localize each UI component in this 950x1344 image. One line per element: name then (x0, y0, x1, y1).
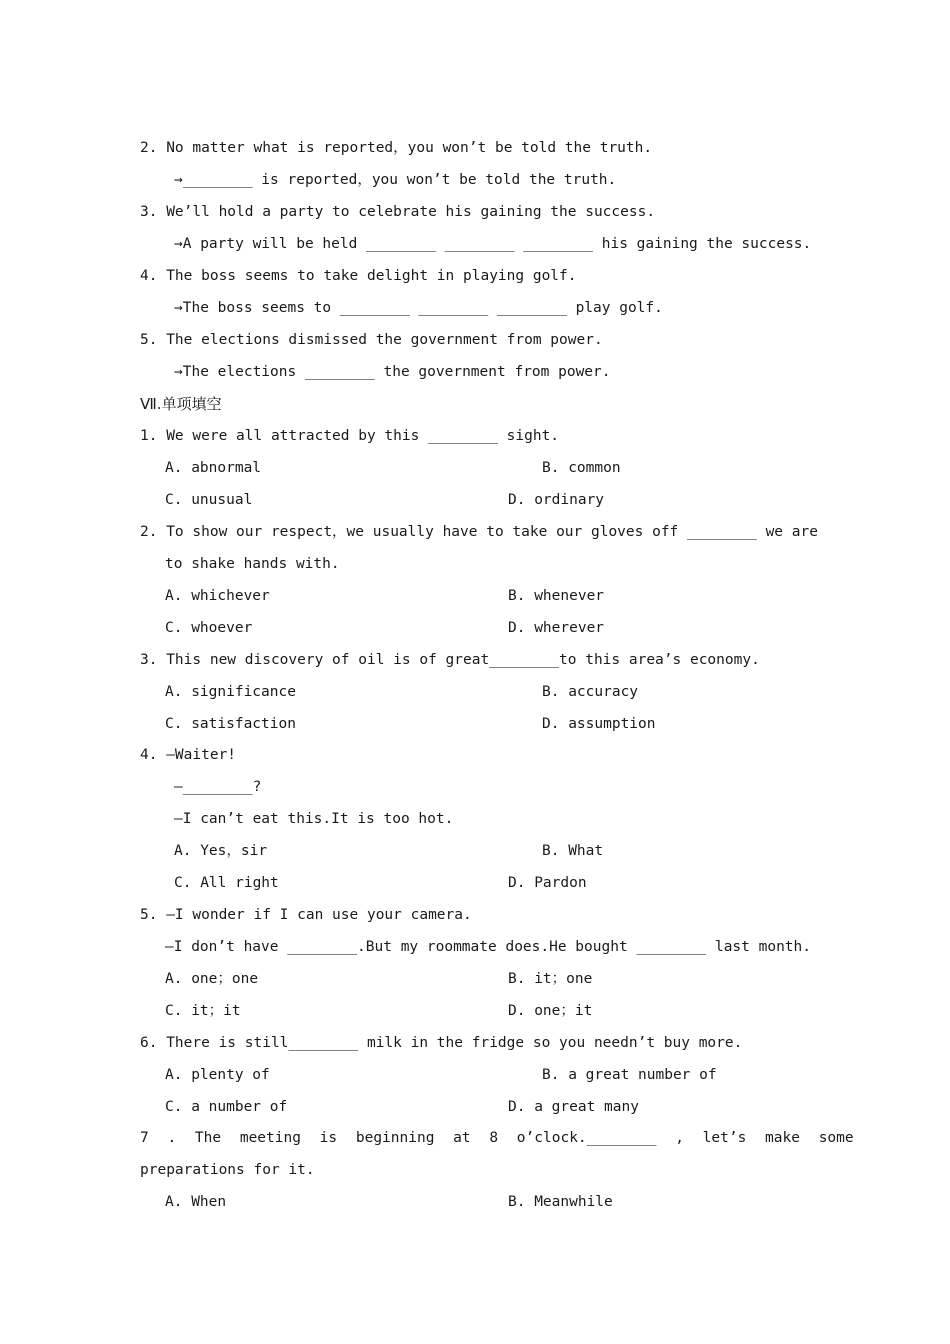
mc-q5-option-c: C. it；it (165, 1003, 241, 1019)
mc-q5-option-a: A. one；one (165, 971, 259, 987)
rewrite-q3-answer: →A party will be held ________ ________ ________ his gaining the success. (174, 236, 812, 252)
mc-q2-stem: 2. To show our respect，we usually have to take our gloves off ________ we are (140, 524, 818, 540)
section-heading: Ⅶ.单项填空 (140, 395, 222, 413)
mc-q5-stem: 5. —I wonder if I can use your camera. (140, 907, 472, 923)
rewrite-q3-stem: 3. We’ll hold a party to celebrate his gaining the success. (140, 204, 656, 220)
mc-q4-option-d: D. Pardon (508, 875, 587, 891)
mc-q4-dialog-3: —I can’t eat this.It is too hot. (174, 811, 454, 827)
rewrite-q5-stem: 5. The elections dismissed the government from power. (140, 332, 603, 348)
mc-q2-option-a: A. whichever (165, 588, 270, 604)
rewrite-q2-answer: →________ is reported，you won’t be told the truth. (174, 172, 617, 188)
mc-q7-stem-cont: preparations for it. (140, 1162, 315, 1178)
mc-q3-option-d: D. assumption (542, 716, 656, 732)
mc-q6-option-b: B. a great number of (542, 1067, 717, 1083)
mc-q6-option-c: C. a number of (165, 1099, 288, 1115)
mc-q1-stem: 1. We were all attracted by this ________ sight. (140, 428, 560, 444)
rewrite-q2-stem: 2. No matter what is reported，you won’t be told the truth. (140, 140, 653, 156)
mc-q4-option-c: C. All right (174, 875, 279, 891)
rewrite-q5-answer: →The elections ________ the government from power. (174, 364, 611, 380)
mc-q4-dialog-2: —________? (174, 779, 262, 795)
mc-q1-option-c: C. unusual (165, 492, 253, 508)
mc-q6-option-d: D. a great many (508, 1099, 639, 1115)
mc-q2-option-d: D. wherever (508, 620, 605, 636)
mc-q2-option-c: C. whoever (165, 620, 253, 636)
mc-q7-stem: 7 . The meeting is beginning at 8 o’clock.________ , let’s make some (140, 1130, 854, 1146)
rewrite-q4-stem: 4. The boss seems to take delight in playing golf. (140, 268, 577, 284)
mc-q7-option-b: B. Meanwhile (508, 1194, 613, 1210)
mc-q4-option-b: B. What (542, 843, 604, 859)
rewrite-q4-answer: →The boss seems to ________ ________ ________ play golf. (174, 300, 663, 316)
mc-q5-dialog-2: —I don’t have ________.But my roommate does.He bought ________ last month. (165, 939, 812, 955)
mc-q6-option-a: A. plenty of (165, 1067, 270, 1083)
mc-q3-option-c: C. satisfaction (165, 716, 296, 732)
mc-q2-stem-cont: to shake hands with. (165, 556, 340, 572)
mc-q3-option-b: B. accuracy (542, 684, 639, 700)
mc-q1-option-a: A. abnormal (165, 460, 262, 476)
mc-q7-option-a: A. When (165, 1194, 227, 1210)
mc-q1-option-d: D. ordinary (508, 492, 605, 508)
mc-q2-option-b: B. whenever (508, 588, 605, 604)
mc-q5-option-b: B. it；one (508, 971, 593, 987)
mc-q6-stem: 6. There is still________ milk in the fridge so you needn’t buy more. (140, 1035, 743, 1051)
mc-q4-option-a: A. Yes，sir (174, 843, 268, 859)
mc-q1-option-b: B. common (542, 460, 621, 476)
mc-q3-option-a: A. significance (165, 684, 296, 700)
mc-q5-option-d: D. one；it (508, 1003, 593, 1019)
mc-q3-stem: 3. This new discovery of oil is of great________to this area’s economy. (140, 652, 760, 668)
mc-q4-stem: 4. —Waiter! (140, 747, 237, 763)
